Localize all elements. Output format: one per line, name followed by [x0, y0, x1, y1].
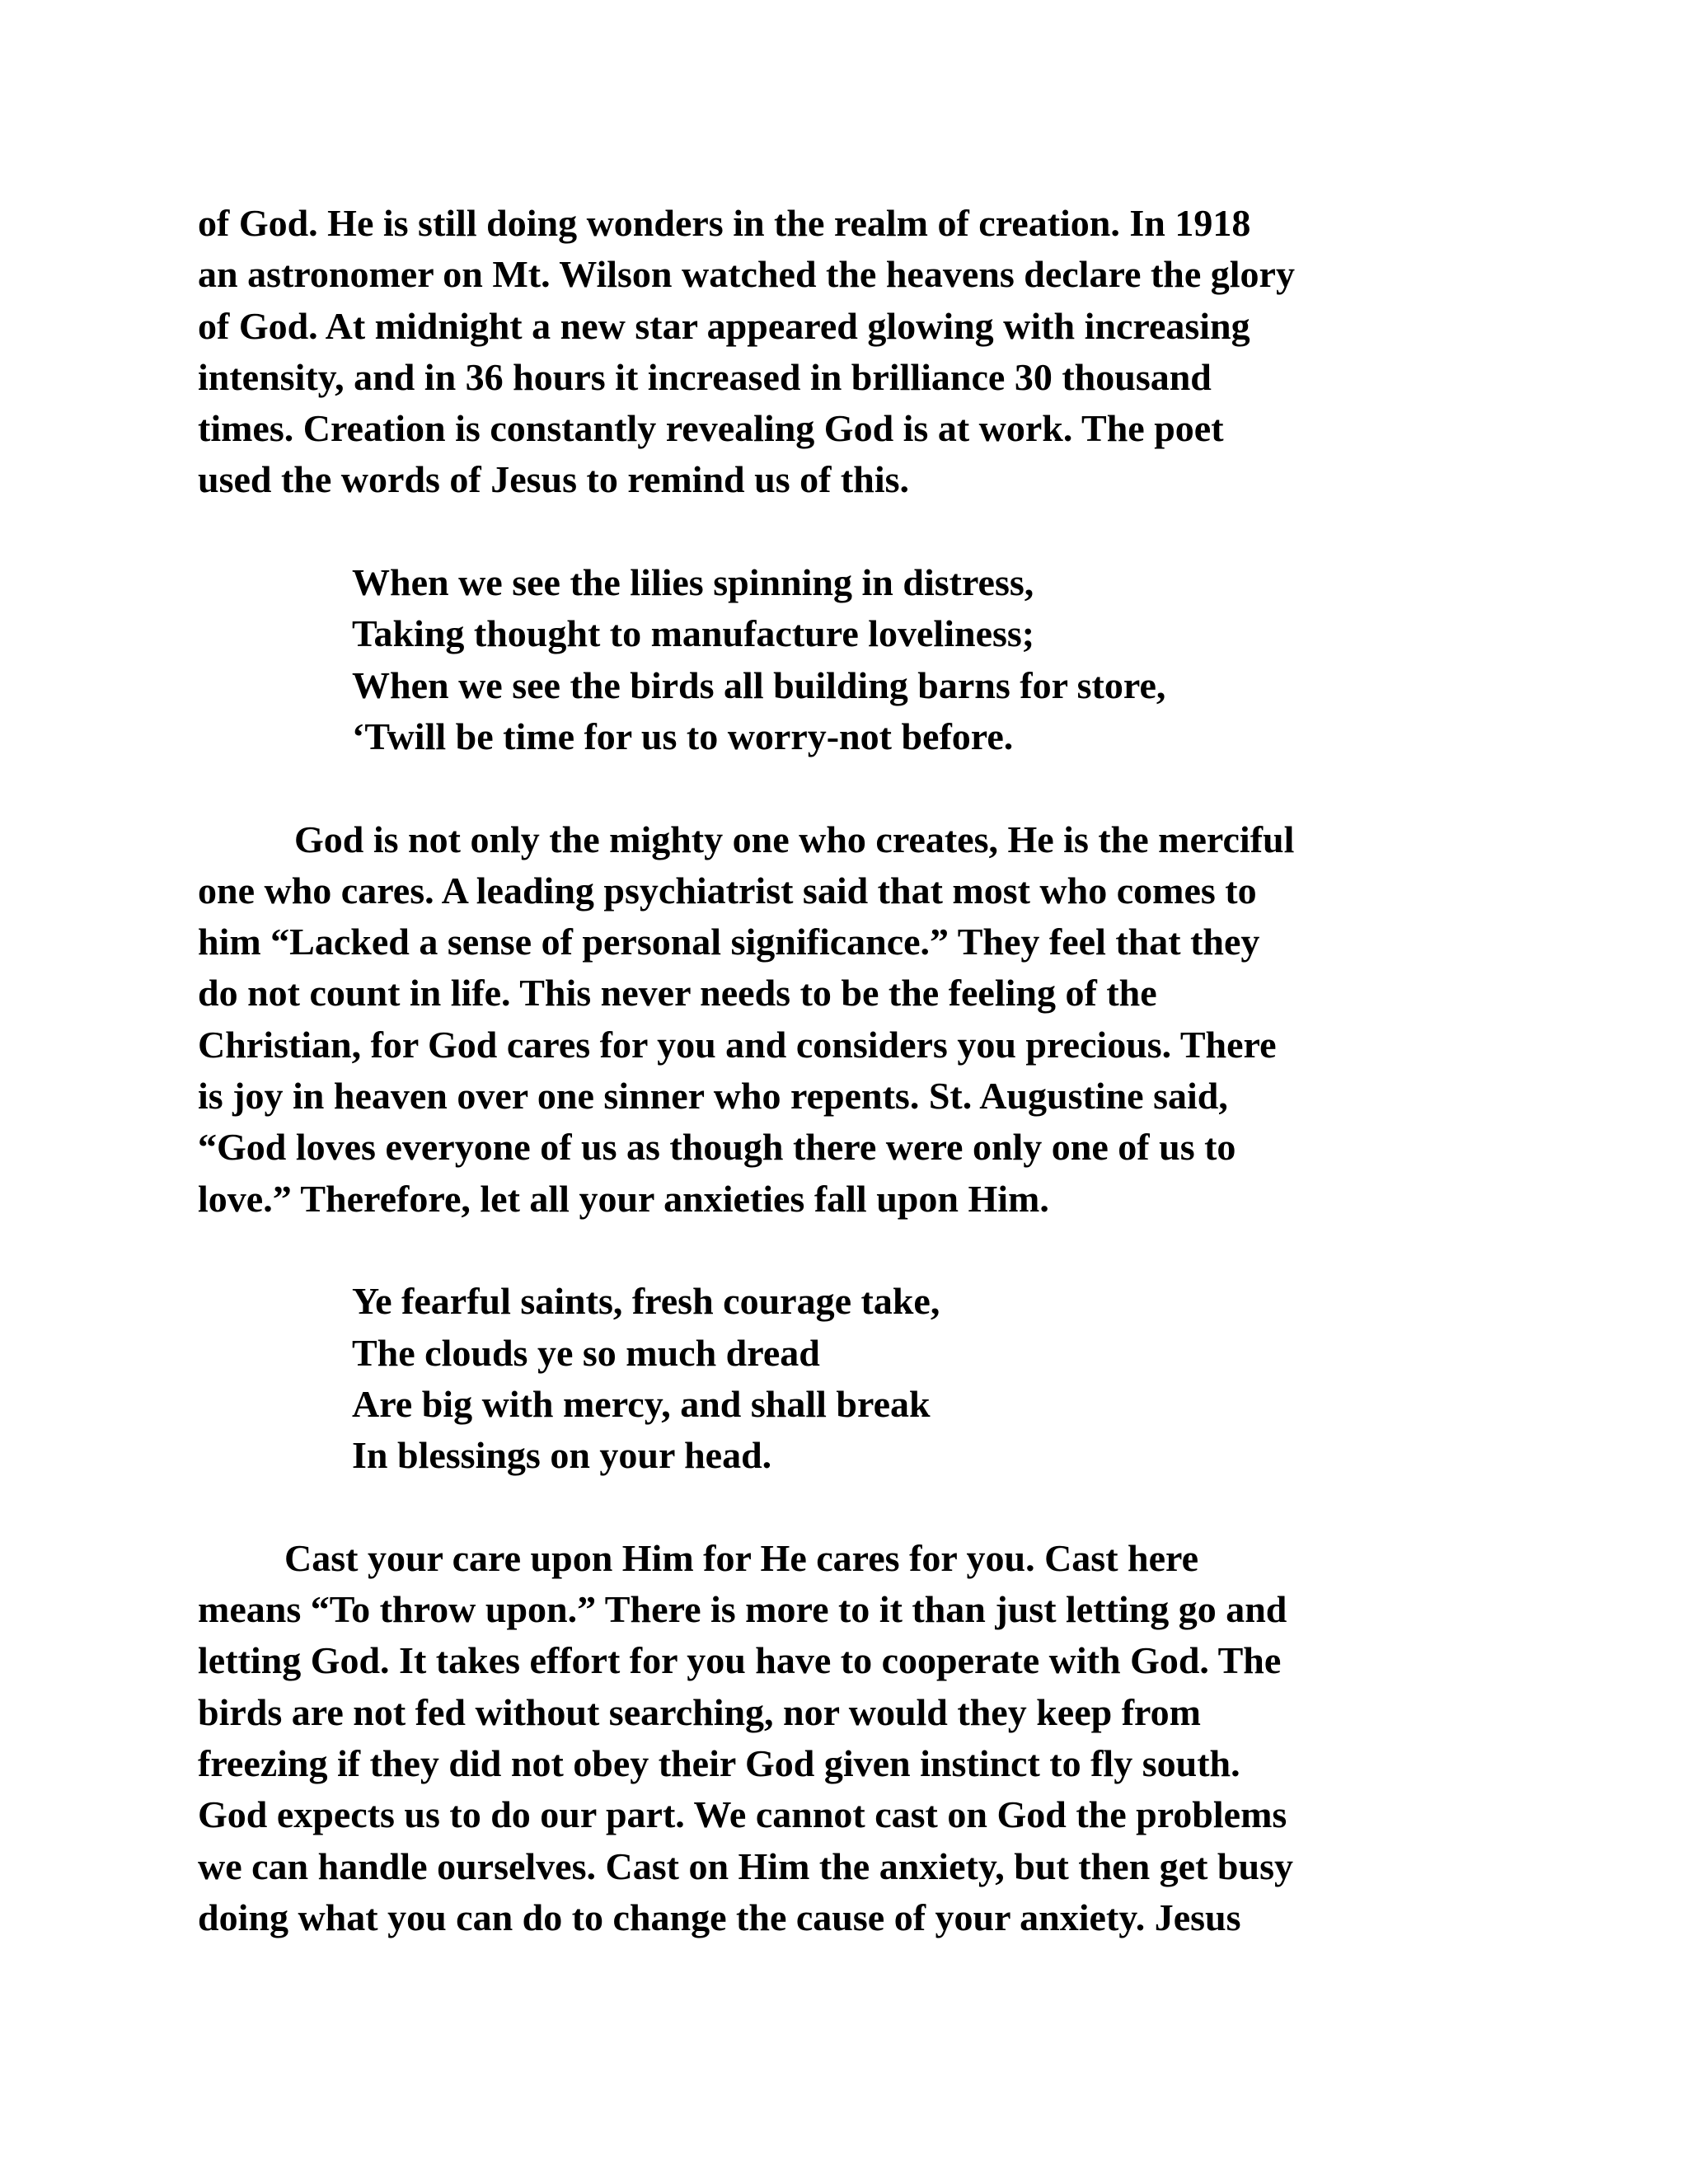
text-line: God is not only the mighty one who creates, He is the merciful [294, 818, 1295, 860]
poem-lilies [198, 557, 1517, 762]
text-line: means “To throw upon.” There is more to it than just letting go and [198, 1588, 1287, 1631]
text-line: we can handle ourselves. Cast on Him the anxiety, but then get busy [198, 1844, 1293, 1887]
poem-line: The clouds ye so much dread [352, 1331, 820, 1374]
text-line: freezing if they did not obey their God given instinct to fly south. [198, 1741, 1240, 1784]
blank-line [198, 762, 1517, 813]
text-line: used the words of Jesus to remind us of this. [198, 458, 910, 501]
text-line: of God. He is still doing wonders in the realm of creation. In 1918 [198, 202, 1251, 244]
blank-line [198, 1481, 1517, 1532]
text-line: doing what you can do to change the cause of your anxiety. Jesus [198, 1896, 1241, 1938]
text-line: Christian, for God cares for you and considers you precious. There [198, 1023, 1277, 1066]
poem-line: When we see the lilies spinning in distress, [352, 561, 1034, 604]
poem-line: Taking thought to manufacture loveliness; [352, 612, 1035, 655]
text-line: intensity, and in 36 hours it increased in brilliance 30 thousand [198, 355, 1212, 398]
text-line: an astronomer on Mt. Wilson watched the heavens declare the glory [198, 253, 1295, 296]
blank-line [198, 1225, 1517, 1276]
poem-line: Ye fearful saints, fresh courage take, [352, 1280, 940, 1323]
text-line: one who cares. A leading psychiatrist said that most who comes to [198, 869, 1257, 912]
document-page [198, 198, 1517, 1943]
poem-line: ‘Twill be time for us to worry-not before. [352, 715, 1014, 757]
text-line: times. Creation is constantly revealing God is at work. The poet [198, 407, 1224, 450]
text-line: “God loves everyone of us as though there were only one of us to [198, 1126, 1236, 1169]
text-line: of God. At midnight a new star appeared glowing with increasing [198, 304, 1250, 347]
text-line: love.” Therefore, let all your anxieties fall upon Him. [198, 1177, 1049, 1220]
poem-line: In blessings on your head. [352, 1434, 772, 1477]
text-line: letting God. It takes effort for you have to cooperate with God. The [198, 1639, 1282, 1682]
text-line: God expects us to do our part. We cannot cast on God the problems [198, 1793, 1287, 1836]
paragraph-god-cares [198, 814, 1517, 1225]
text-line: do not count in life. This never needs to be the feeling of the [198, 972, 1157, 1015]
text-line: Cast your care upon Him for He cares for you. Cast here [284, 1536, 1199, 1579]
paragraph-cast-your-care [198, 1533, 1517, 1943]
poem-line: When we see the birds all building barns for store, [352, 663, 1166, 706]
poem-line: Are big with mercy, and shall break [352, 1382, 931, 1425]
poem-fearful-saints [198, 1276, 1517, 1481]
blank-line [198, 506, 1517, 557]
paragraph-creation [198, 198, 1517, 506]
text-line: is joy in heaven over one sinner who repents. St. Augustine said, [198, 1075, 1228, 1118]
text-line: him “Lacked a sense of personal significance.” They feel that they [198, 921, 1260, 963]
text-line: birds are not fed without searching, nor would they keep from [198, 1690, 1201, 1733]
